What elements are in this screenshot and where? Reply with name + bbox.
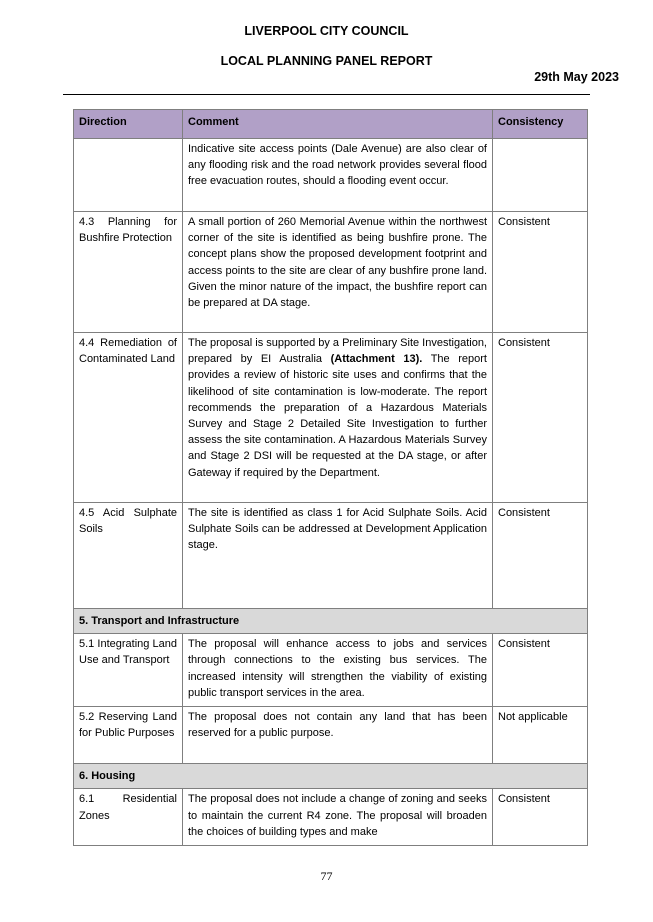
- consistency-cell: Consistent: [493, 789, 588, 846]
- council-title: LIVERPOOL CITY COUNCIL: [244, 24, 409, 38]
- consistency-cell: Consistent: [493, 333, 588, 503]
- table-row: [74, 139, 588, 212]
- section-heading-transport: 5. Transport and Infrastructure: [74, 609, 588, 634]
- column-header-direction: Direction: [74, 110, 183, 139]
- comment-cell: The proposal does not contain any land that has been reserved for a public purpose.: [183, 707, 493, 764]
- comment-cell: The proposal does not include a change of zoning and seeks to maintain the current R4 zone. The proposal will broaden the choices of building types and make: [183, 789, 493, 846]
- direction-cell: 4.3 Planning for Bushfire Protection: [74, 212, 183, 333]
- table-row: [74, 503, 588, 609]
- comment-text: The report provides a review of historic site uses and confirms that the likelihood of site contamination is low-moderate. The report recommends the preparation of a Hazardous Materials Survey and Stage 2 Detailed Site Investigation to further assess the site contamination. A Hazardous Materials Survey and Stage 2 DSI will be requested at the DA stage, or after Gateway if required by the Department.: [188, 353, 487, 479]
- consistency-cell: Consistent: [493, 634, 588, 707]
- report-title: LOCAL PLANNING PANEL REPORT: [220, 54, 433, 68]
- section-row: [74, 764, 588, 789]
- comment-cell: The proposal will enhance access to jobs and services through connections to the existing bus services. The increased intensity will strengthen the viability of existing public transport services in the area.: [183, 634, 493, 707]
- header-divider: [63, 94, 590, 95]
- consistency-cell: Not applicable: [493, 707, 588, 764]
- direction-cell: 5.2 Reserving Land for Public Purposes: [74, 707, 183, 764]
- consistency-cell: [493, 139, 588, 212]
- comment-cell: The site is identified as class 1 for Acid Sulphate Soils. Acid Sulphate Soils can be addressed at Development Application stage.: [183, 503, 493, 609]
- table-header-row: [74, 110, 588, 139]
- report-date: 29th May 2023: [534, 70, 619, 84]
- comment-text: The proposal is supported by a Preliminary Site Investigation, prepared by EI Australia: [188, 337, 487, 366]
- direction-cell: 5.1 Integrating Land Use and Transport: [74, 634, 183, 707]
- table-row: [74, 707, 588, 764]
- column-header-comment: Comment: [183, 110, 493, 139]
- comment-cell: Indicative site access points (Dale Avenue) are also clear of any flooding risk and the road network provides several flood free evacuation routes, should a flooding event occur.: [183, 139, 493, 212]
- consistency-cell: Consistent: [493, 212, 588, 333]
- table-row: [74, 789, 588, 846]
- table-row: [74, 212, 588, 333]
- direction-cell: 4.5 Acid Sulphate Soils: [74, 503, 183, 609]
- table-row: [74, 333, 588, 503]
- consistency-cell: Consistent: [493, 503, 588, 609]
- comment-cell: [183, 333, 493, 503]
- section-heading-housing: 6. Housing: [74, 764, 588, 789]
- direction-cell: 4.4 Remediation of Contaminated Land: [74, 333, 183, 503]
- direction-cell: 6.1 Residential Zones: [74, 789, 183, 846]
- consistency-table: [73, 109, 588, 846]
- column-header-consistency: Consistency: [493, 110, 588, 139]
- page-number: 77: [320, 869, 333, 883]
- comment-cell: A small portion of 260 Memorial Avenue within the northwest corner of the site is identified as being bushfire prone. The concept plans show the proposed development footprint and access points to the site are clear of any bushfire prone land. Given the minor nature of the impact, the bushfire report can be prepared at DA stage.: [183, 212, 493, 333]
- direction-cell: [74, 139, 183, 212]
- section-row: [74, 609, 588, 634]
- table-row: [74, 634, 588, 707]
- attachment-reference: (Attachment 13).: [330, 353, 423, 366]
